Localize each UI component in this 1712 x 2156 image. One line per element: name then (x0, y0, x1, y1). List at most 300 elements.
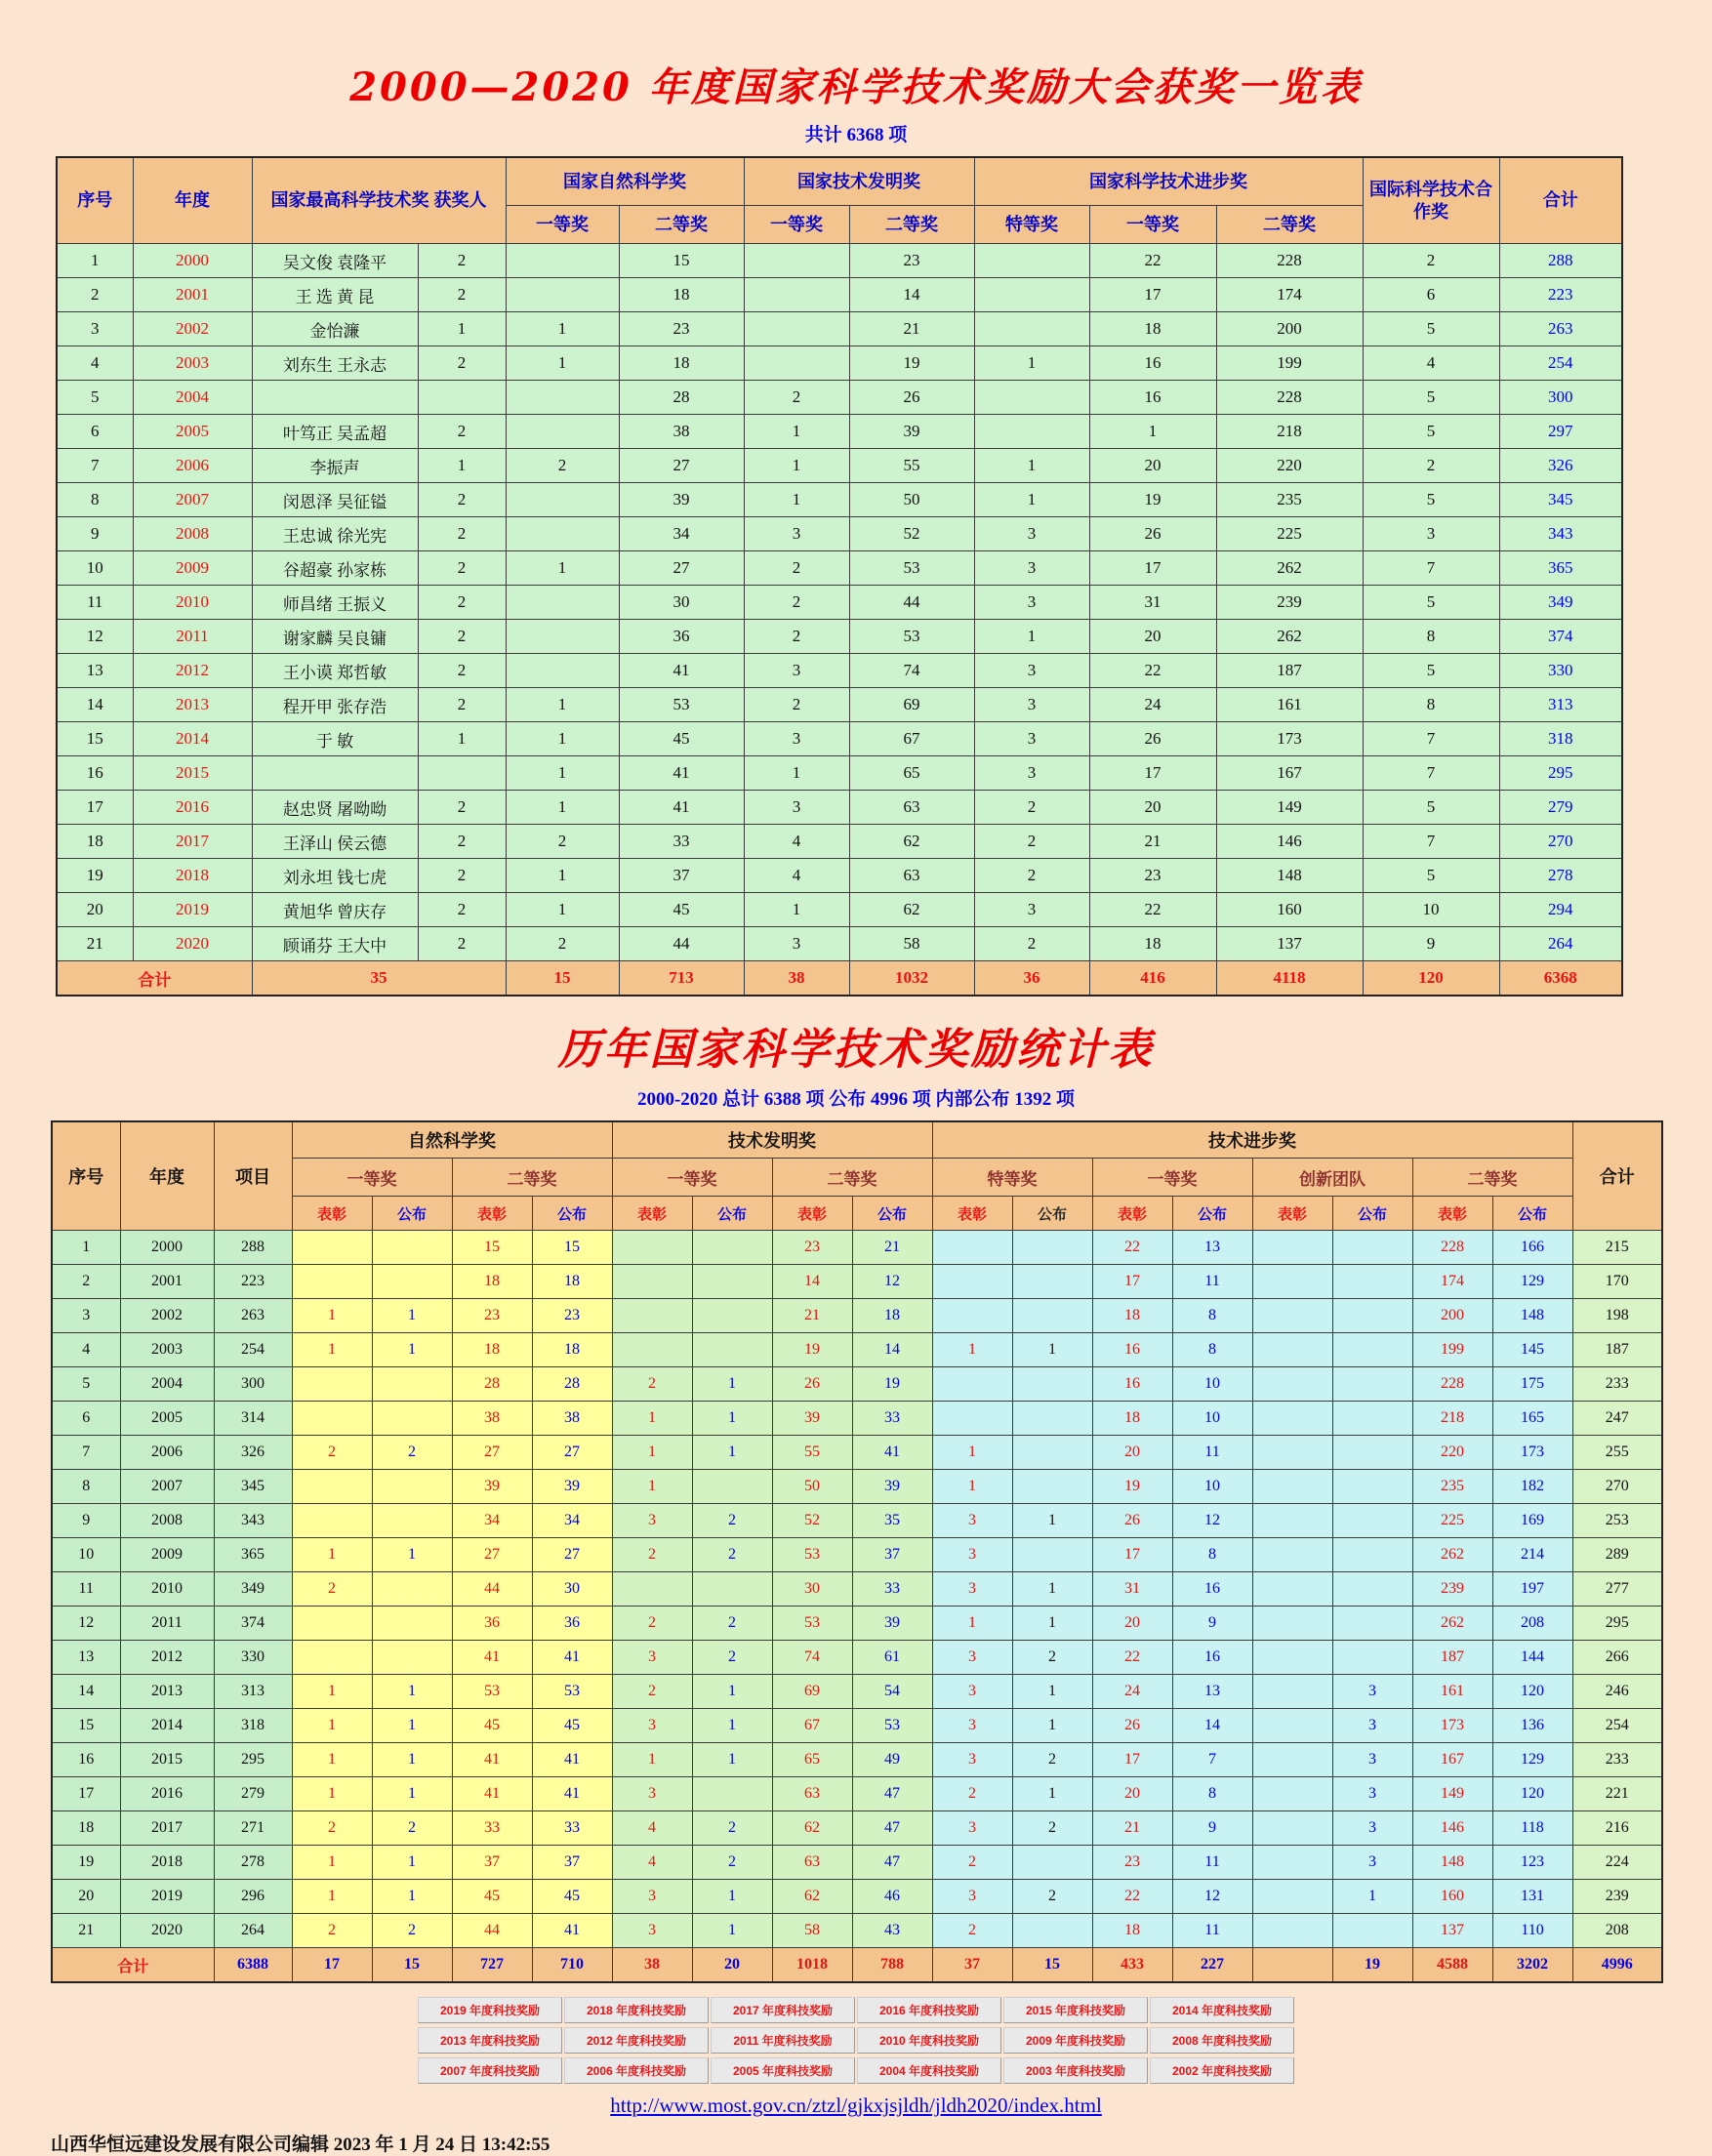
cell: 36 (452, 1607, 532, 1641)
cell: 3 (612, 1880, 692, 1914)
cell: 22 (1092, 1641, 1172, 1675)
cell: 王 选 黄 昆 (252, 278, 418, 312)
cell: 1 (372, 1846, 452, 1880)
cell: 365 (214, 1538, 292, 1572)
cell: 5 (1363, 483, 1499, 517)
cell (692, 1572, 772, 1607)
cell: 160 (1412, 1880, 1492, 1914)
cell: 146 (1216, 825, 1363, 859)
cell: 3 (612, 1641, 692, 1675)
cell: 2 (372, 1811, 452, 1846)
cell: 11 (1172, 1436, 1252, 1470)
cell: 294 (1499, 893, 1622, 927)
cell: 3 (1332, 1709, 1412, 1743)
cell: 1 (744, 415, 849, 449)
cell: 295 (1572, 1607, 1662, 1641)
cell: 12 (1172, 1504, 1252, 1538)
cell: 2 (932, 1777, 1012, 1811)
cell: 53 (532, 1675, 612, 1709)
cell: 318 (214, 1709, 292, 1743)
table-row (52, 1709, 1662, 1743)
total-cell: 727 (452, 1948, 532, 1983)
cell: 39 (452, 1470, 532, 1504)
cell: 218 (1412, 1402, 1492, 1436)
cell: 9 (1172, 1811, 1252, 1846)
cell: 8 (1172, 1777, 1252, 1811)
cell: 2007 (120, 1470, 214, 1504)
cell: 39 (852, 1470, 932, 1504)
cell (932, 1299, 1012, 1333)
cell: 2003 (133, 346, 252, 381)
cell: 于 敏 (252, 722, 418, 756)
cell: 235 (1216, 483, 1363, 517)
cell: 3 (974, 893, 1089, 927)
cell: 1 (372, 1880, 452, 1914)
cell: 21 (849, 312, 974, 346)
cell: 10 (1172, 1402, 1252, 1436)
cell: 1 (292, 1299, 372, 1333)
cell: 9 (1172, 1607, 1252, 1641)
cell: 2 (1012, 1811, 1092, 1846)
cell: 3 (932, 1880, 1012, 1914)
table2-subtitle: 2000-2020 总计 6388 项 公布 4996 项 内部公布 1392 项 (636, 1089, 1076, 1110)
cell: 14 (1172, 1709, 1252, 1743)
cell: 2 (418, 346, 506, 381)
cell: 3 (1332, 1743, 1412, 1777)
cell: 1 (292, 1675, 372, 1709)
year-award-link[interactable]: 2007 年度科技奖励 (418, 2057, 562, 2084)
year-award-link[interactable]: 2010 年度科技奖励 (857, 2027, 1001, 2054)
cell (1252, 1231, 1332, 1265)
cell (974, 415, 1089, 449)
cell (252, 756, 418, 791)
year-award-link[interactable]: 2013 年度科技奖励 (418, 2027, 562, 2054)
cell (1252, 1436, 1332, 1470)
year-links-grid (417, 1997, 1295, 2084)
cell: 289 (1572, 1538, 1662, 1572)
cell: 295 (214, 1743, 292, 1777)
cell: 2 (57, 278, 133, 312)
cell: 2012 (133, 654, 252, 688)
cell: 1 (372, 1675, 452, 1709)
cell: 1 (974, 449, 1089, 483)
cell: 20 (57, 893, 133, 927)
cell: 9 (1363, 927, 1499, 961)
cell: 110 (1492, 1914, 1572, 1948)
cell: 5 (1363, 654, 1499, 688)
cell: 1 (506, 312, 619, 346)
cell: 14 (849, 278, 974, 312)
cell: 2 (418, 517, 506, 551)
cell (506, 517, 619, 551)
cell: 58 (849, 927, 974, 961)
cell: 2 (372, 1914, 452, 1948)
cell (1252, 1299, 1332, 1333)
cell (506, 244, 619, 278)
cell: 197 (1492, 1572, 1572, 1607)
cell: 1 (292, 1743, 372, 1777)
total-cell: 35 (252, 961, 506, 997)
cell: 270 (1499, 825, 1622, 859)
cell: 21 (52, 1914, 120, 1948)
cell: 1 (418, 449, 506, 483)
cell (1252, 1367, 1332, 1402)
cell (418, 381, 506, 415)
cell: 2 (506, 449, 619, 483)
cell: 师昌绪 王振义 (252, 586, 418, 620)
cell (418, 756, 506, 791)
cell: 1 (974, 483, 1089, 517)
cell: 3 (1332, 1811, 1412, 1846)
t1-col-natural: 国家自然科学奖 (506, 157, 744, 206)
cell: 4 (57, 346, 133, 381)
cell: 李振声 (252, 449, 418, 483)
total-cell: 788 (852, 1948, 932, 1983)
cell: 118 (1492, 1811, 1572, 1846)
cell: 2000 (133, 244, 252, 278)
cell: 5 (1363, 791, 1499, 825)
cell: 1 (506, 722, 619, 756)
cell: 1 (932, 1607, 1012, 1641)
cell: 2013 (120, 1675, 214, 1709)
cell: 刘东生 王永志 (252, 346, 418, 381)
year-award-link[interactable]: 2011 年度科技奖励 (711, 2027, 855, 2054)
cell: 345 (1499, 483, 1622, 517)
cell: 刘永坦 钱七虎 (252, 859, 418, 893)
cell: 2015 (133, 756, 252, 791)
table-row (57, 346, 1622, 381)
year-award-link[interactable]: 2017 年度科技奖励 (711, 1997, 855, 2023)
cell: 2002 (133, 312, 252, 346)
cell: 4 (744, 859, 849, 893)
cell (612, 1572, 692, 1607)
cell (506, 278, 619, 312)
cell: 263 (214, 1299, 292, 1333)
total-cell: 4996 (1572, 1948, 1662, 1983)
total-cell: 4588 (1412, 1948, 1492, 1983)
year-award-link[interactable]: 2012 年度科技奖励 (564, 2027, 709, 2054)
cell: 253 (1572, 1504, 1662, 1538)
t2-team-publish: 公布 (1332, 1197, 1412, 1231)
year-award-link[interactable]: 2006 年度科技奖励 (564, 2057, 709, 2084)
cell: 2 (744, 381, 849, 415)
table-row (52, 1470, 1662, 1504)
cell: 39 (849, 415, 974, 449)
cell: 33 (452, 1811, 532, 1846)
cell: 1 (418, 722, 506, 756)
table-row (52, 1231, 1662, 1265)
year-award-link[interactable]: 2004 年度科技奖励 (857, 2057, 1001, 2084)
table-row (57, 312, 1622, 346)
cell: 2006 (120, 1436, 214, 1470)
cell (692, 1470, 772, 1504)
cell: 254 (1499, 346, 1622, 381)
cell: 38 (452, 1402, 532, 1436)
table-row (57, 825, 1622, 859)
cell (292, 1504, 372, 1538)
cell: 15 (52, 1709, 120, 1743)
total-cell: 15 (506, 961, 619, 997)
t2-prog-team: 创新团队 (1252, 1159, 1412, 1197)
cell: 12 (57, 620, 133, 654)
cell: 313 (1499, 688, 1622, 722)
cell: 1 (52, 1231, 120, 1265)
cell: 23 (772, 1231, 852, 1265)
cell: 19 (57, 859, 133, 893)
cell: 295 (1499, 756, 1622, 791)
cell: 1 (932, 1470, 1012, 1504)
year-award-link[interactable]: 2016 年度科技奖励 (857, 1997, 1001, 2023)
t1-prog-second: 二等奖 (1216, 206, 1363, 244)
cell: 18 (1092, 1299, 1172, 1333)
cell: 44 (452, 1914, 532, 1948)
cell: 26 (1089, 517, 1216, 551)
cell: 255 (1572, 1436, 1662, 1470)
cell: 1 (692, 1709, 772, 1743)
totals-label: 合计 (52, 1948, 214, 1983)
cell: 2006 (133, 449, 252, 483)
cell: 173 (1412, 1709, 1492, 1743)
cell: 16 (1089, 346, 1216, 381)
year-award-link[interactable]: 2014 年度科技奖励 (1150, 1997, 1294, 2023)
year-award-link[interactable]: 2003 年度科技奖励 (1003, 2057, 1148, 2084)
year-award-link[interactable]: 2002 年度科技奖励 (1150, 2057, 1294, 2084)
cell: 318 (1499, 722, 1622, 756)
cell: 74 (772, 1641, 852, 1675)
cell: 247 (1572, 1402, 1662, 1436)
cell: 41 (619, 756, 744, 791)
cell: 69 (849, 688, 974, 722)
total-cell: 20 (692, 1948, 772, 1983)
cell: 1 (372, 1743, 452, 1777)
t2-nat1-publish: 公布 (372, 1197, 452, 1231)
table-row (52, 1675, 1662, 1709)
cell: 50 (772, 1470, 852, 1504)
cell: 1 (692, 1743, 772, 1777)
cell: 8 (1363, 688, 1499, 722)
cell: 218 (1216, 415, 1363, 449)
cell: 187 (1412, 1641, 1492, 1675)
year-award-link[interactable]: 2015 年度科技奖励 (1003, 1997, 1148, 2023)
cell: 2 (418, 244, 506, 278)
cell: 2019 (133, 893, 252, 927)
cell: 53 (772, 1538, 852, 1572)
table-row (52, 1402, 1662, 1436)
cell: 13 (57, 654, 133, 688)
t2-header-row-1 (52, 1121, 1662, 1159)
table-row (57, 859, 1622, 893)
cell: 19 (852, 1367, 932, 1402)
cell: 1 (1012, 1675, 1092, 1709)
cell: 2 (744, 586, 849, 620)
cell: 223 (214, 1265, 292, 1299)
cell: 20 (1092, 1777, 1172, 1811)
total-cell: 19 (1332, 1948, 1412, 1983)
cell: 28 (532, 1367, 612, 1402)
cell: 49 (852, 1743, 932, 1777)
cell: 21 (1089, 825, 1216, 859)
cell (1252, 1880, 1332, 1914)
cell: 3 (932, 1538, 1012, 1572)
cell: 1 (1332, 1880, 1412, 1914)
cell: 2000 (120, 1231, 214, 1265)
table-row (57, 722, 1622, 756)
cell: 2 (418, 688, 506, 722)
t1-nat-second: 二等奖 (619, 206, 744, 244)
cell: 313 (214, 1675, 292, 1709)
cell (506, 620, 619, 654)
cell: 8 (57, 483, 133, 517)
total-cell: 37 (932, 1948, 1012, 1983)
cell: 41 (532, 1743, 612, 1777)
t2-inv1-publish: 公布 (692, 1197, 772, 1231)
cell: 3 (974, 551, 1089, 586)
cell: 148 (1412, 1846, 1492, 1880)
cell: 3 (932, 1675, 1012, 1709)
cell: 233 (1572, 1743, 1662, 1777)
cell: 239 (1572, 1880, 1662, 1914)
cell: 228 (1216, 244, 1363, 278)
cell: 8 (1172, 1299, 1252, 1333)
cell: 18 (1092, 1914, 1172, 1948)
year-award-link[interactable]: 2009 年度科技奖励 (1003, 2027, 1148, 2054)
cell: 55 (849, 449, 974, 483)
year-award-link[interactable]: 2005 年度科技奖励 (711, 2057, 855, 2084)
cell: 47 (852, 1846, 932, 1880)
cell: 39 (852, 1607, 932, 1641)
cell: 23 (1089, 859, 1216, 893)
year-award-link[interactable]: 2019 年度科技奖励 (418, 1997, 562, 2023)
table-row (57, 517, 1622, 551)
table-row (52, 1743, 1662, 1777)
cell: 2 (1363, 244, 1499, 278)
cell: 47 (852, 1777, 932, 1811)
t1-col-invention: 国家技术发明奖 (744, 157, 974, 206)
cell: 167 (1412, 1743, 1492, 1777)
t2-col-progress: 技术进步奖 (932, 1121, 1572, 1159)
cell: 1 (692, 1367, 772, 1402)
cell: 50 (849, 483, 974, 517)
t2-prog2-publish: 公布 (1492, 1197, 1572, 1231)
cell: 27 (619, 449, 744, 483)
table-row (57, 620, 1622, 654)
cell (974, 278, 1089, 312)
cell: 1 (1012, 1504, 1092, 1538)
cell: 262 (1216, 551, 1363, 586)
t2-inv2-publish: 公布 (852, 1197, 932, 1231)
cell: 2003 (120, 1333, 214, 1367)
cell (292, 1641, 372, 1675)
cell: 3 (744, 517, 849, 551)
cell: 120 (1492, 1777, 1572, 1811)
cell: 5 (1363, 586, 1499, 620)
cell: 314 (214, 1402, 292, 1436)
cell: 10 (1363, 893, 1499, 927)
cell: 41 (532, 1777, 612, 1811)
cell: 167 (1216, 756, 1363, 791)
cell (1252, 1914, 1332, 1948)
cell: 1 (612, 1402, 692, 1436)
cell: 24 (1089, 688, 1216, 722)
source-url-link[interactable]: http://www.most.gov.cn/ztzl/gjkxjsjldh/jldh2020/index.html (610, 2094, 1102, 2117)
cell: 4 (744, 825, 849, 859)
cell: 15 (452, 1231, 532, 1265)
cell: 224 (1572, 1846, 1662, 1880)
cell (1332, 1436, 1412, 1470)
year-award-link[interactable]: 2018 年度科技奖励 (564, 1997, 709, 2023)
cell: 326 (214, 1436, 292, 1470)
cell: 18 (1092, 1402, 1172, 1436)
cell: 35 (852, 1504, 932, 1538)
cell: 34 (452, 1504, 532, 1538)
cell: 叶笃正 吴孟超 (252, 415, 418, 449)
cell: 2 (418, 791, 506, 825)
cell: 2 (418, 483, 506, 517)
cell: 20 (52, 1880, 120, 1914)
cell: 4 (52, 1333, 120, 1367)
cell: 23 (849, 244, 974, 278)
total-cell: 38 (612, 1948, 692, 1983)
cell: 1 (372, 1299, 452, 1333)
cell: 129 (1492, 1743, 1572, 1777)
cell: 53 (452, 1675, 532, 1709)
table-row (52, 1846, 1662, 1880)
cell: 3 (974, 722, 1089, 756)
cell (292, 1367, 372, 1402)
cell: 2020 (120, 1914, 214, 1948)
cell: 41 (452, 1743, 532, 1777)
cell: 148 (1216, 859, 1363, 893)
cell: 65 (849, 756, 974, 791)
cell: 53 (849, 551, 974, 586)
cell: 254 (1572, 1709, 1662, 1743)
cell: 王忠诚 徐光宪 (252, 517, 418, 551)
cell: 63 (772, 1777, 852, 1811)
cell: 216 (1572, 1811, 1662, 1846)
cell: 2 (744, 620, 849, 654)
cell (612, 1265, 692, 1299)
cell: 45 (452, 1709, 532, 1743)
cell: 1 (744, 449, 849, 483)
table-row (52, 1641, 1662, 1675)
cell: 33 (852, 1572, 932, 1607)
cell: 3 (932, 1641, 1012, 1675)
cell: 145 (1492, 1333, 1572, 1367)
cell: 67 (849, 722, 974, 756)
year-award-link[interactable]: 2008 年度科技奖励 (1150, 2027, 1294, 2054)
cell: 26 (849, 381, 974, 415)
cell: 18 (532, 1333, 612, 1367)
cell (1252, 1265, 1332, 1299)
cell: 264 (1499, 927, 1622, 961)
cell (612, 1231, 692, 1265)
cell: 1 (418, 312, 506, 346)
cell: 208 (1572, 1914, 1662, 1948)
cell: 18 (452, 1265, 532, 1299)
cell: 2011 (120, 1607, 214, 1641)
cell: 14 (772, 1265, 852, 1299)
table-row (52, 1607, 1662, 1641)
cell: 21 (852, 1231, 932, 1265)
cell (1012, 1538, 1092, 1572)
cell: 2005 (120, 1402, 214, 1436)
cell: 225 (1216, 517, 1363, 551)
cell (1012, 1846, 1092, 1880)
cell: 46 (852, 1880, 932, 1914)
cell (1012, 1367, 1092, 1402)
cell (1252, 1675, 1332, 1709)
cell: 18 (1089, 927, 1216, 961)
